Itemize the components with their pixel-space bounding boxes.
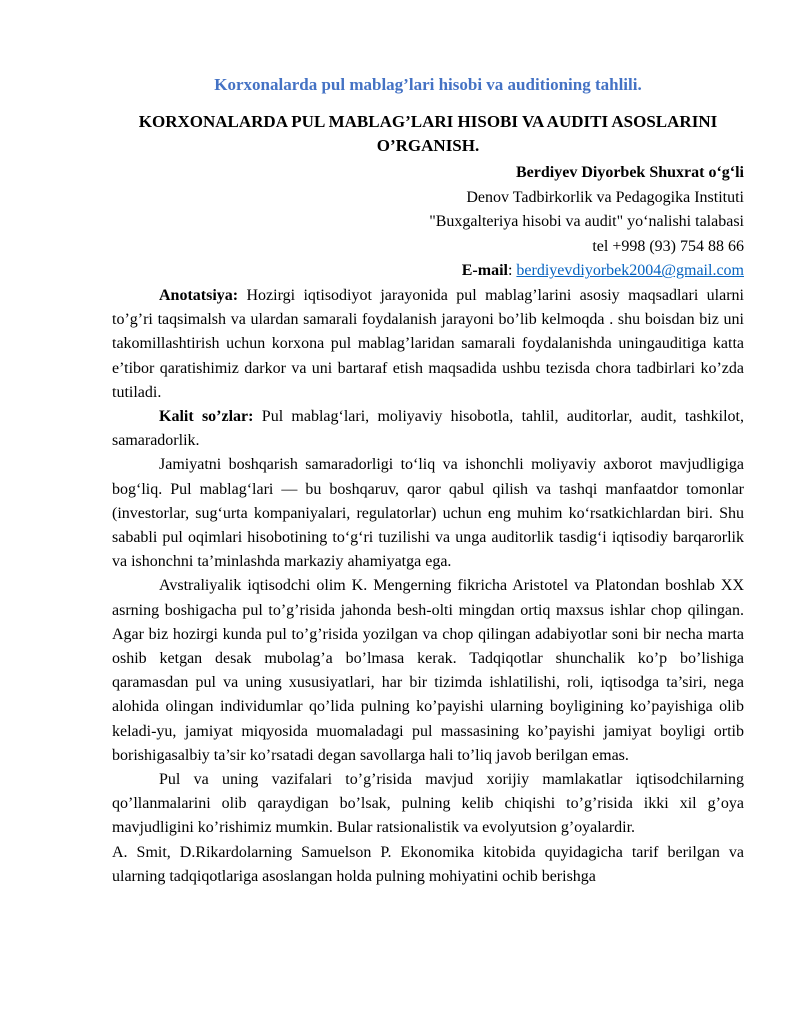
- abstract-label: Anotatsiya:: [159, 286, 239, 304]
- author-program: "Buxgalteriya hisobi va audit" yo‘nalishi talabasi: [429, 213, 744, 231]
- author-name: Berdiyev Diyorbek Shuxrat o‘g‘li: [516, 164, 744, 181]
- abstract-text: Hozirgi iqtisodiyot jarayonida pul mablag’larini asosiy maqsadlari ularni to’g’ri taqsimalsh va ulardan samarali foydalanish jarayoni bo’lib kelmoqda . shu boisdan biz uni takomillashtirish uchun korxona pul mablag’laridan samarali foydalanishda uningauditiga katta e’tibor qaratishimiz darkor va uni bartaraf etish maqsadida ushbu tezisda chora tadbirlari ko’zda tutiladi.: [112, 286, 744, 401]
- abstract-paragraph: [112, 284, 744, 405]
- journal-title: Korxonalarda pul mablag’lari hisobi va auditioning tahlili.: [214, 75, 642, 94]
- author-email-line: [112, 259, 744, 284]
- author-institution: Denov Tadbirkorlik va Pedagogika Instituti: [466, 188, 744, 206]
- body-paragraph: Jamiyatni boshqarish samaradorligi to‘liq va ishonchli moliyaviy axborot mavjudligiga bog‘liq. Pul mablag‘lari — bu boshqaruv, qaror qabul qilish va tashqi manfaatdor tomonlar (investorlar, sug‘urta kompaniyalari, regulatorlar) uchun eng muhim ko‘rsatkichlardan biri. Shu sababli pul oqimlari hisobotining to‘g‘ri tuzilishi va unga auditorlik tasdig‘i iqtisodiy barqarorlik va ishonchni ta’minlashda markaziy ahamiyatga ega.: [112, 456, 744, 571]
- author-phone: tel +998 (93) 754 88 66: [592, 237, 744, 255]
- email-label: E-mail: [461, 262, 508, 280]
- author-block: [112, 161, 744, 284]
- keywords-text: Pul mablag‘lari, moliyaviy hisobotla, tahlil, auditorlar, audit, tashkilot, samaradorlik.: [112, 407, 745, 450]
- body-paragraph-last: A. Smit, D.Rikardolarning Samuelson P. Ekonomika kitobida quyidagicha tarif berilgan va ularning tadqiqotlariga asoslangan holda pulning mohiyatini ochib berishga: [112, 843, 744, 885]
- keywords-label: Kalit so’zlar:: [159, 407, 254, 425]
- email-link[interactable]: berdiyevdiyorbek2004@gmail.com: [516, 262, 744, 280]
- body-paragraph: Avstraliyalik iqtisodchi olim K. Mengerning fikricha Aristotel va Platondan boshlab XX asrning boshigacha pul to’g’risida jahonda besh-olti mingdan ortiq maxsus ishlar chop qilingan. Agar biz hozirgi kunda pul to’g’risida yozilgan va chop qilingan adabiyotlar soni bir necha marta oshib ketgan desak mubolag’a bo’lmasa kerak. Tadqiqotlar shunchalik ko’p bo’lishiga qaramasdan pul va uning xususiyatlari, har bir tizimda ishlatilishi, roli, iqtisodga ta’siri, nega alohida olingan individumlar qo’lida pulning ko’payishi ularning boyligining ko’payishiga olib keladi-yu, jamiyat miqyosida muomaladagi pul massasining ko’payishi jamiyat boyligi ortib borishigasalbiy ta’sir ko’rsatadi degan savollarga hali to’liq javob berilgan emas.: [112, 577, 744, 764]
- article-title: KORXONALARDA PUL MABLAG’LARI HISOBI VA AUDITI ASOSLARINI O’RGANISH.: [138, 112, 718, 155]
- email-separator: :: [507, 262, 517, 280]
- keywords-paragraph: [112, 405, 744, 453]
- body-paragraph: Pul va uning vazifalari to’g’risida mavjud xorijiy mamlakatlar iqtisodchilarning qo’llanmalarini olib qaraydigan bo’lsak, pulning kelib chiqishi to’g’risida ikki xil g’oya mavjudligini ko’rishimiz mumkin. Bular ratsionalistik va evolyutsion g’oyalardir.: [112, 771, 744, 837]
